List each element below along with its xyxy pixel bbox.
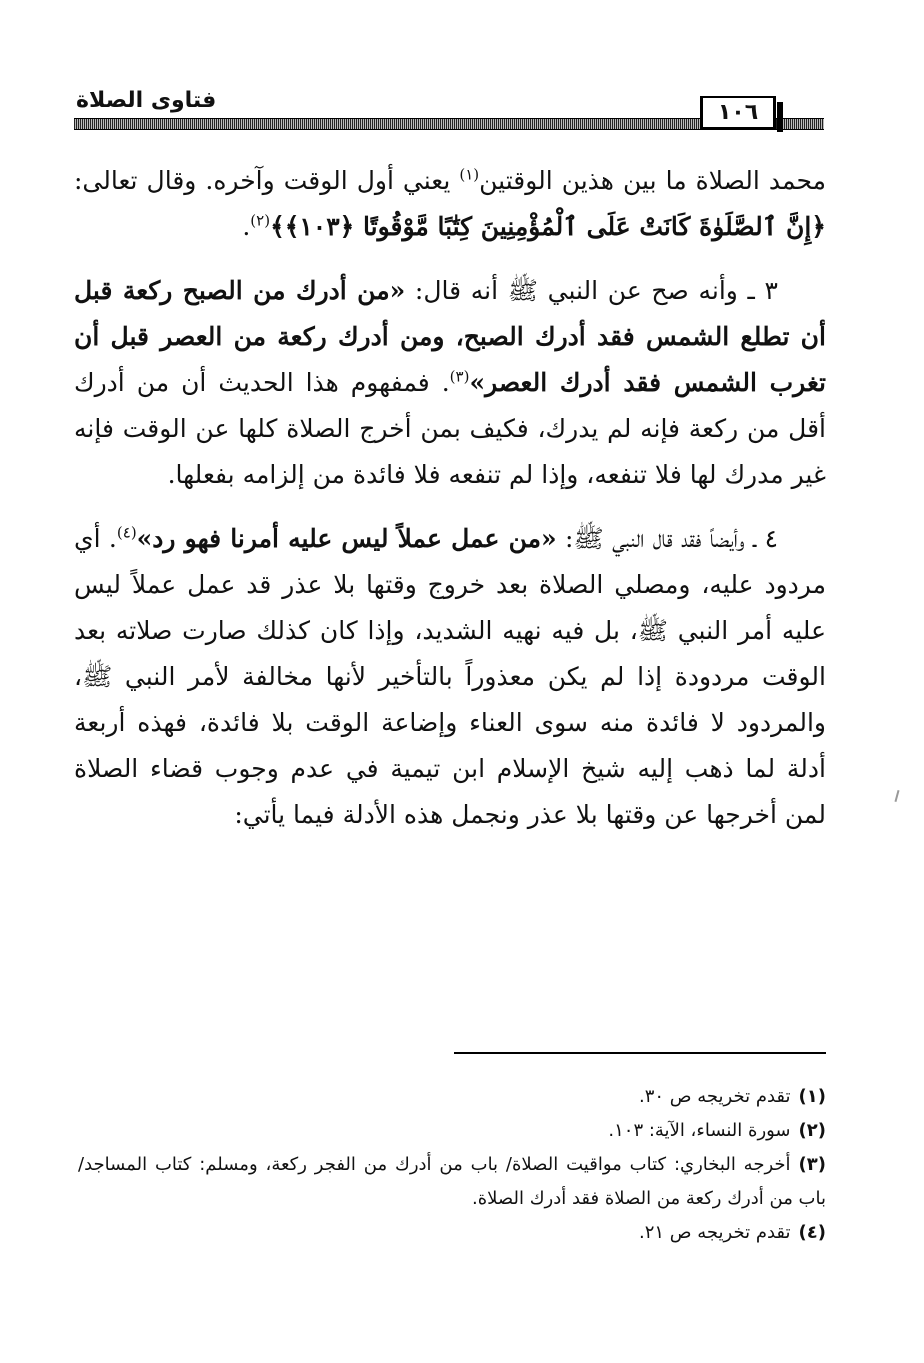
footnote-text: سورة النساء، الآية: ١٠٣. [608, 1120, 791, 1141]
p1-text-b: يعني أول الوقت وآخره. وقال تعالى: [74, 166, 460, 195]
p3-text-b: . أي مردود عليه، ومصلي الصلاة بعد خروج وقتها بلا عذر قد عمل عملاً ليس عليه أمر النبي ﷺ، بل فيه نهيه الشديد، وإذا كان كذلك صارت صلاته بعد الوقت مردودة إذا لم يكن معذوراً بالتأخير لأنها مخالفة لأمر النبي ﷺ، والمردود لا فائدة منه سوى العناء وإضاعة الوقت بلا فائدة، فهذه أربعة أدلة لما ذهب إليه شيخ الإسلام ابن تيمية في عدم وجوب قضاء الصلاة لمن أخرجها عن وقتها بلا عذر ونجمل هذه الأدلة فيما يأتي: [74, 524, 826, 829]
margin-mark [894, 790, 899, 802]
footnote-text: تقدم تخريجه ص ٢١. [638, 1222, 791, 1243]
footnote-number: (٢) [798, 1120, 826, 1141]
footnote-text: أخرجه البخاري: كتاب مواقيت الصلاة/ باب من أدرك من الفجر ركعة، ومسلم: كتاب المساجد/ باب من أدرك ركعة من الصلاة فقد أدرك الصلاة. [78, 1154, 826, 1209]
footnote-ref-2: (٢) [250, 211, 271, 230]
footnote-ref-3: (٣) [449, 367, 470, 386]
p1-text-a: محمد الصلاة ما بين هذين الوقتين [479, 166, 826, 195]
paragraph-1 [74, 158, 826, 250]
footnote-ref-4: (٤) [116, 523, 137, 542]
paragraph-2 [74, 268, 826, 498]
footnote-2 [78, 1114, 826, 1148]
footnote-number: (٣) [798, 1154, 826, 1175]
footnote-separator [454, 1052, 826, 1054]
footnote-text: تقدم تخريجه ص ٣٠. [638, 1086, 791, 1107]
footnotes [78, 1080, 826, 1250]
footnote-4 [78, 1216, 826, 1250]
hadith-quote-2: «من عمل عملاً ليس عليه أمرنا فهو رد» [136, 524, 557, 553]
p2-text-b: . فمفهوم هذا الحديث أن من أدرك أقل من ركعة فإنه لم يدرك، فكيف بمن أخرج الصلاة كلها عن الوقت فإنه غير مدرك لها فلا تنفعه، وإذا لم تنفعه فلا فائدة من إلزامه بفعلها. [74, 368, 826, 489]
footnote-1 [78, 1080, 826, 1114]
footnote-3 [78, 1148, 826, 1216]
hadith-quote-1: «من أدرك من الصبح ركعة قبل أن تطلع الشمس فقد أدرك الصبح، ومن أدرك ركعة من العصر قبل أن تغرب الشمس فقد أدرك العصر» [74, 276, 826, 397]
footnote-number: (٤) [798, 1222, 826, 1243]
page-number: ١٠٦ [700, 96, 776, 130]
footnote-number: (١) [798, 1086, 826, 1107]
quran-verse: ﴿إِنَّ ٱلصَّلَوٰةَ كَانَتْ عَلَى ٱلْمُؤْمِنِينَ كِتَٰبًا مَّوْقُوتًا ﴿١٠٣﴾﴾ [270, 212, 826, 241]
main-text [74, 158, 826, 856]
p1-text-c: . [242, 212, 251, 241]
paragraph-3 [74, 516, 826, 838]
running-header-title: فتاوى الصلاة [76, 88, 217, 113]
p2-text-a: ٣ ـ وأنه صح عن النبي ﷺ أنه قال: [405, 276, 778, 305]
footnote-ref-1: (١) [459, 165, 480, 184]
p3-text-a: ٤ ـ وأيضاً فقد قال النبي ﷺ: [556, 524, 778, 553]
